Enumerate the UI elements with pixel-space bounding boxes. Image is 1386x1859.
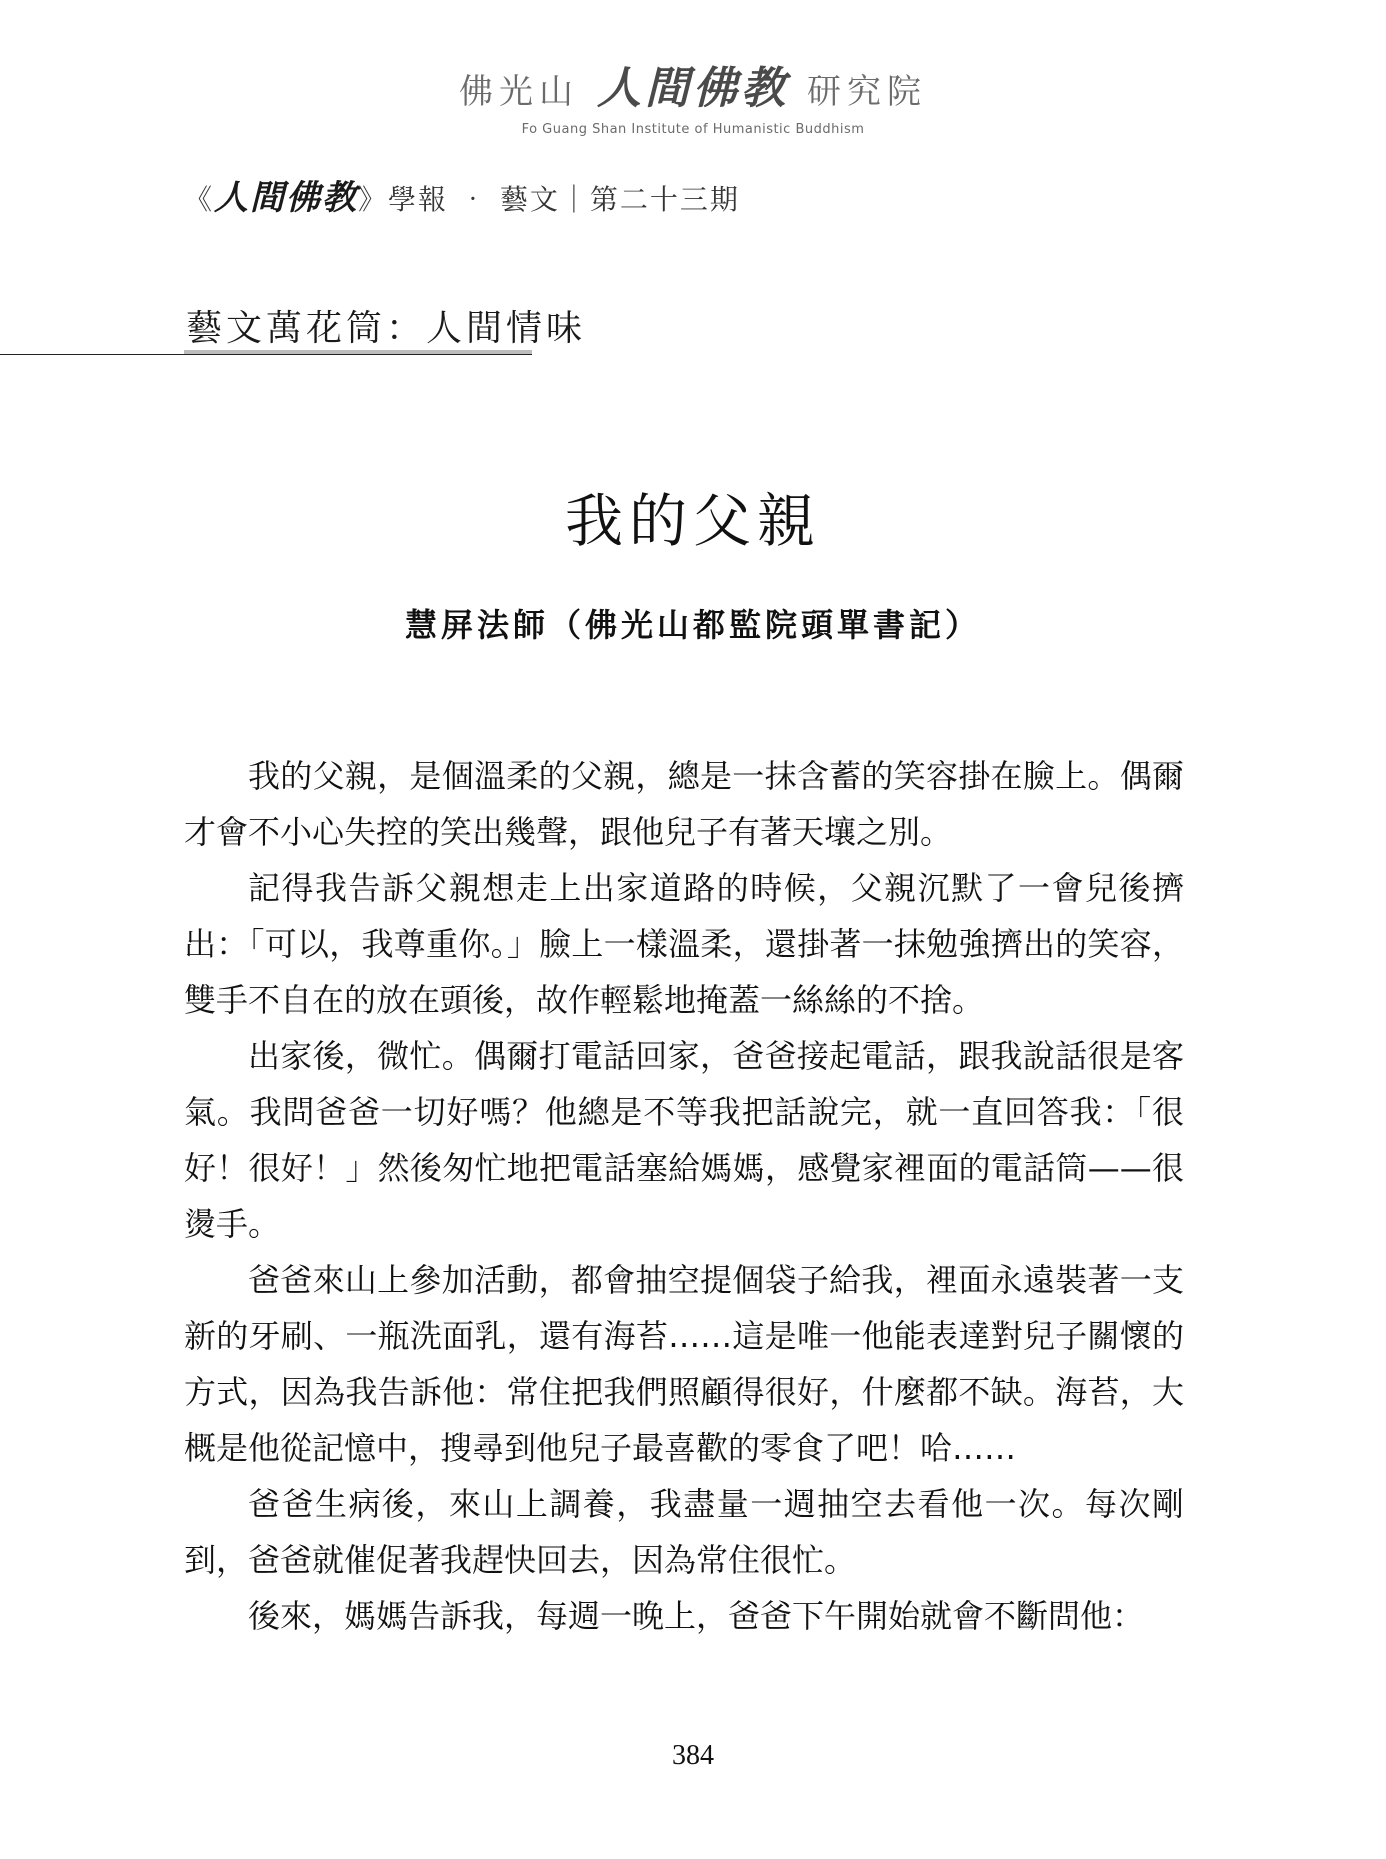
article-title: 我的父親 [564,487,821,555]
body-paragraph: 爸爸生病後，來山上調養，我盡量一週抽空去看他一次。每次剛到，爸爸就催促著我趕快回去，因為常住很忙。 [184,1485,1184,1579]
body-paragraph: 我的父親，是個溫柔的父親，總是一抹含蓄的笑容掛在臉上。偶爾才會不小心失控的笑出幾聲，跟他兒子有著天壤之別。 [184,757,1184,851]
article-author: 慧屏法師（佛光山都監院頭單書記） [404,606,981,644]
journal-brand-logo: 人間佛教 [214,178,359,218]
institute-suffix: 研究院 [807,72,927,112]
section-title: 藝文萬花筒：人間情味 [186,308,587,349]
article-body [184,748,1184,1644]
institute-prefix: 佛光山 [459,72,579,112]
body-paragraph: 後來，媽媽告訴我，每週一晚上，爸爸下午開始就會不斷問他： [248,1597,1145,1635]
journal-close-bracket: 》 [358,183,389,216]
journal-open-bracket: 《 [184,183,215,216]
institute-masthead [0,52,1386,137]
body-paragraph: 爸爸來山上參加活動，都會抽空提個袋子給我，裡面永遠裝著一支新的牙刷、一瓶洗面乳，還有海苔……這是唯一他能表達對兒子關懷的方式，因為我告訴他：常住把我們照顧得很好，什麼都不缺。海苔，大概是他從記憶中，搜尋到他兒子最喜歡的零食了吧！哈…… [184,1261,1184,1467]
institute-name [459,52,927,116]
body-paragraph: 記得我告訴父親想走上出家道路的時候，父親沉默了一會兒後擠出：「可以，我尊重你。」臉上一樣溫柔，還掛著一抹勉強擠出的笑容，雙手不自在的放在頭後，故作輕鬆地掩蓋一絲絲的不捨。 [184,869,1184,1019]
body-paragraph: 出家後，微忙。偶爾打電話回家，爸爸接起電話，跟我說話很是客氣。我問爸爸一切好嗎？他總是不等我把話說完，就一直回答我：「很好！很好！」然後匆忙地把電話塞給媽媽，感覺家裡面的電話筒——很燙手。 [184,1037,1184,1243]
section-divider [0,354,532,355]
journal-issue-info: 學報 ‧ 藝文｜第二十三期 [388,183,740,216]
journal-running-head [184,170,740,219]
page-number: 384 [672,1740,714,1771]
institute-english-name: Fo Guang Shan Institute of Humanistic Buddhism [521,122,865,137]
institute-brand-logo: 人間佛教 [597,63,789,114]
